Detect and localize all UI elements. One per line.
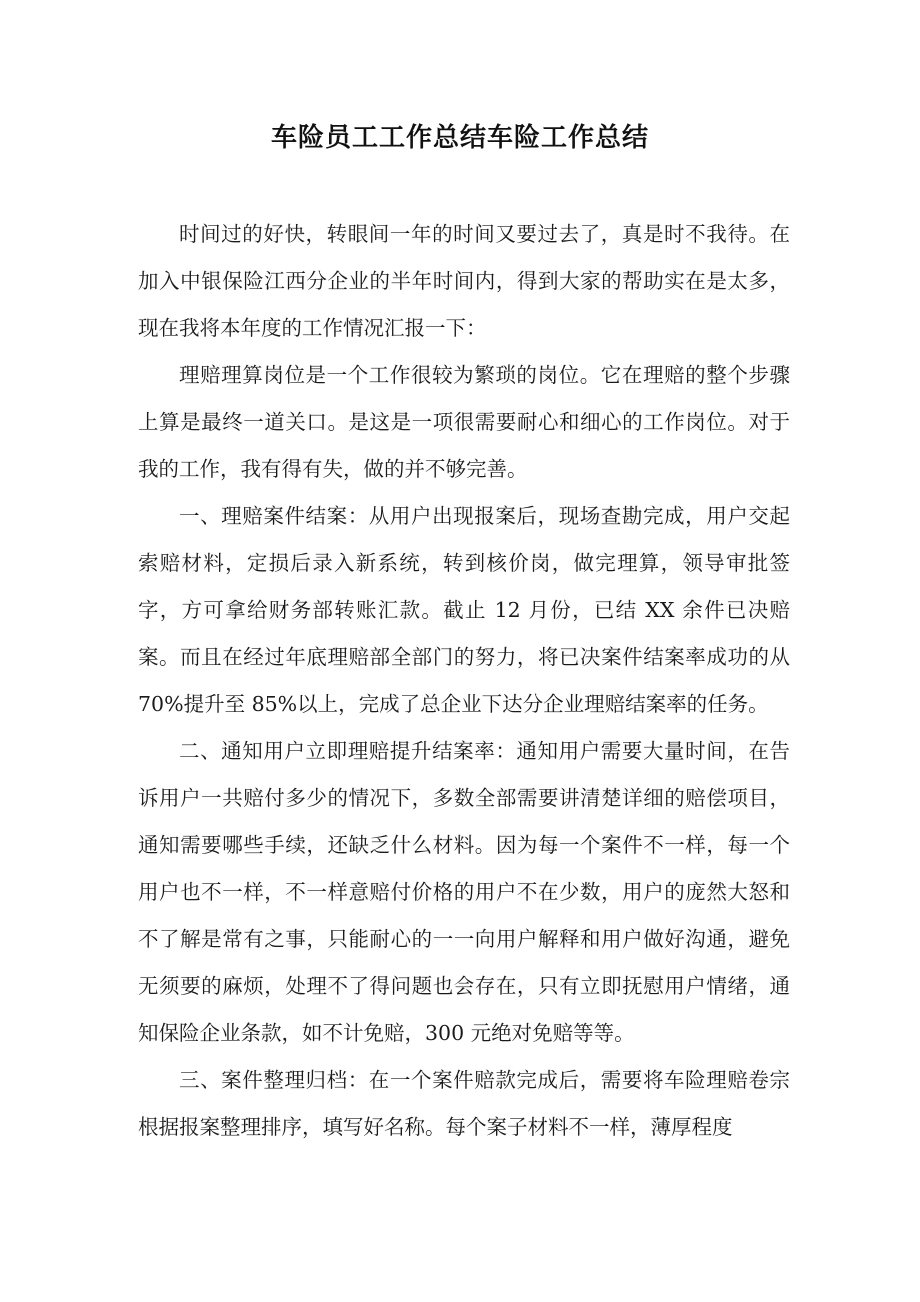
paragraph-case-closing: 一、理赔案件结案：从用户出现报案后，现场查勘完成，用户交起索赔材料，定损后录入新系统，转到核价岗，做完理算，领导审批签字，方可拿给财务部转账汇款。截止 12 月份，已结 XX 余件已决赔案。而且在经过年底理赔部全部门的努力，将已决案件结案率成功的从 70%提升至 85%以上，完成了总企业下达分企业理赔结案率的任务。 [138,504,790,716]
document-page [138,0,790,1151]
document-title: 车险员工工作总结车险工作总结 [270,123,649,153]
paragraph-customer-notification: 二、通知用户立即理赔提升结案率：通知用户需要大量时间，在告诉用户一共赔付多少的情况下，多数全部需要讲清楚详细的赔偿项目，通知需要哪些手续，还缺乏什么材料。因为每一个案件不一样，每一个用户也不一样，不一样意赔付价格的用户不在少数，用户的庞然大怒和不了解是常有之事，只能耐心的一一向用户解释和用户做好沟通，避免无须要的麻烦，处理不了得问题也会存在，只有立即抚慰用户情绪，通知保险企业条款，如不计免赔，300 元绝对免赔等等。 [138,739,790,1045]
paragraph-role-description: 理赔理算岗位是一个工作很较为繁琐的岗位。它在理赔的整个步骤上算是最终一道关口。是这是一项很需要耐心和细心的工作岗位。对于我的工作，我有得有失，做的并不够完善。 [138,363,790,481]
paragraph-intro: 时间过的好快，转眼间一年的时间又要过去了，真是时不我待。在加入中银保险江西分企业的半年时间内，得到大家的帮助实在是太多，现在我将本年度的工作情况汇报一下： [138,222,790,340]
document-body [138,211,790,1151]
paragraph-case-archiving: 三、案件整理归档：在一个案件赔款完成后，需要将车险理赔卷宗根据报案整理排序，填写好名称。每个案子材料不一样，薄厚程度 [138,1068,790,1139]
